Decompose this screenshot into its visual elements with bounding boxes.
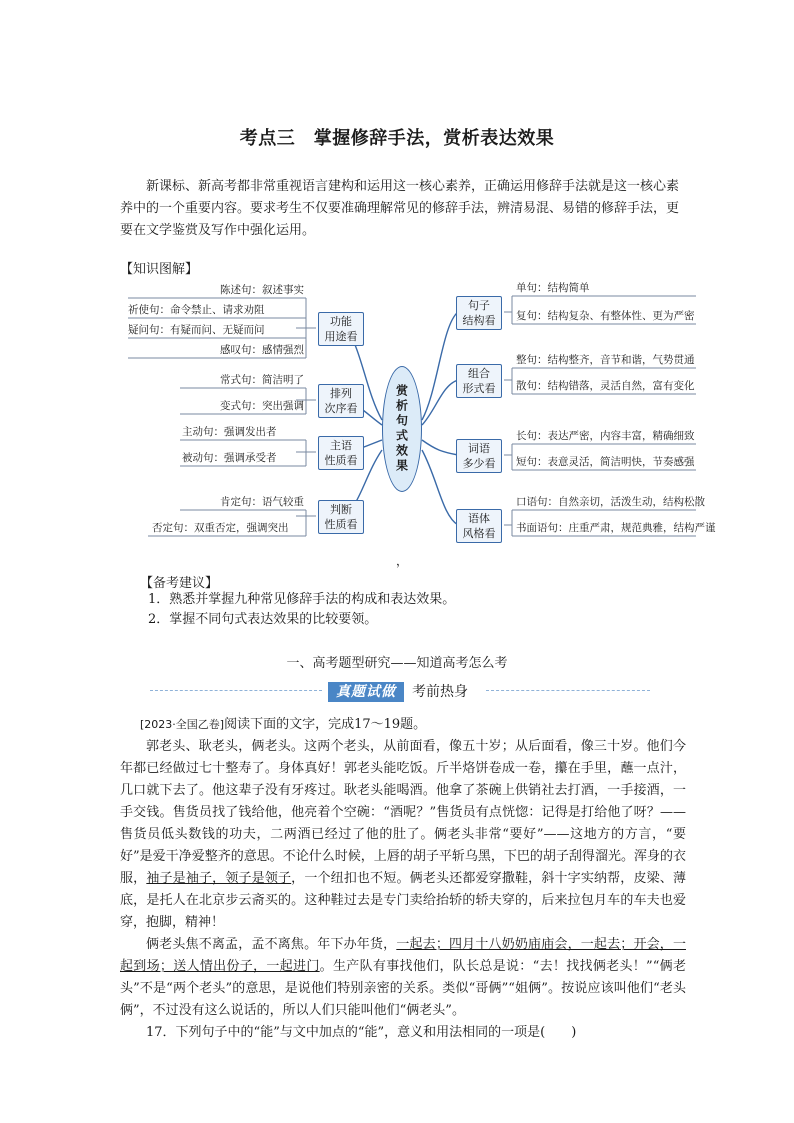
section-banner [150, 680, 650, 702]
knowledge-mind-map [120, 280, 716, 545]
underlined-text-2: 一起去；四月十八奶奶庙庙会，一起去；开会，一起到场；送人情出份子，一起进门 [120, 937, 686, 974]
hub-length: 词语 多少看 [456, 439, 502, 473]
leaf-long-sentence: 长句：表达严密，内容丰富，精确细致 [516, 430, 695, 442]
hub-judgement: 判断 性质看 [318, 500, 364, 534]
emphasis-char: 能 [260, 1025, 274, 1040]
hub-combination: 组合 形式看 [456, 364, 502, 398]
leaf-negative: 否定句：双重否定，强调突出 [152, 522, 289, 534]
banner-subtitle: 考前热身 [412, 684, 468, 700]
prep-item-1: 1．熟悉并掌握九种常见修辞手法的构成和表达效果。 [148, 592, 456, 607]
leaf-exclamatory: 感叹句：感情强烈 [220, 344, 304, 356]
leaf-active-voice: 主动句：强调发出者 [182, 426, 277, 438]
stray-mark: ， [396, 554, 409, 568]
banner-line-left [150, 690, 322, 691]
section-heading: 一、高考题型研究——知道高考怎么考 [286, 656, 508, 671]
reading-passage [120, 714, 686, 1044]
leaf-loose-sentence: 散句：结构错落，灵活自然，富有变化 [516, 380, 695, 392]
leaf-passive-voice: 被动句：强调承受者 [182, 452, 277, 464]
page-title: 考点三 掌握修辞手法，赏析表达效果 [239, 128, 555, 149]
intro-paragraph: 新课标、新高考都非常重视语言建构和运用这一核心素养，正确运用修辞手法就是这一核心素养中的一个重要内容。要求考生不仅要准确理解常见的修辞手法，辨清易混、易错的修辞手法，更要在文学鉴赏及写作中强化运用。 [120, 179, 680, 238]
hub-order: 排列 次序看 [318, 384, 364, 418]
leaf-declarative: 陈述句：叙述事实 [220, 284, 304, 296]
passage-source: [2023·全国乙卷] [140, 718, 225, 731]
branch-right-4 [422, 450, 458, 525]
branch-right-3 [422, 440, 458, 455]
leaf-written-sentence: 书面语句：庄重严肃，规范典雅，结构严谨 [516, 522, 716, 534]
prep-heading: 【备考建议】 [140, 576, 219, 591]
knowledge-map-heading: 【知识图解】 [120, 262, 199, 277]
passage-paragraph-2: 俩老头焦不离孟，孟不离焦。年下办年货，一起去；四月十八奶奶庙庙会，一起去；开会，一起到场；送人情出份子，一起进门。生产队有事找他们，队长总是说：“去！找找俩老头！”“俩老头”不是“两个老头”的意思，是说他们特别亲密的关系。类似“哥俩”“姐俩”。按说应该叫他们“老头俩”，不过没有这么说话的，所以人们只能叫他们“俩老头”。 [120, 937, 686, 1018]
leaf-short-sentence: 短句：表意灵活，简洁明快，节奏感强 [516, 456, 695, 468]
leaf-complex-sentence: 复句：结构复杂、有整体性、更为严密 [516, 310, 695, 322]
leaf-simple-sentence: 单句：结构简单 [516, 282, 590, 294]
leaf-parallel-sentence: 整句：结构整齐，音节和谐，气势贯通 [516, 354, 695, 366]
hub-subject: 主语 性质看 [318, 436, 364, 470]
prep-item-2: 2．掌握不同句式表达效果的比较要领。 [148, 612, 378, 627]
leaf-colloquial-sentence: 口语句：自然亲切，活泼生动，结构松散 [516, 496, 705, 508]
leaf-interrogative: 疑问句：有疑而问、无疑而问 [128, 324, 265, 336]
hub-style: 语体 风格看 [456, 509, 502, 543]
hub-structure: 句子 结构看 [456, 296, 502, 330]
passage-lead: [2023·全国乙卷]阅读下面的文字，完成17～19题。 [140, 717, 427, 732]
mind-map-center: 赏析句式效果 [382, 366, 422, 492]
branch-right-2 [422, 380, 458, 425]
passage-paragraph-1: 郭老头、耿老头，俩老头。这两个老头，从前面看，像五十岁；从后面看，像三十岁。他们今年都已经做过七十整寿了。身体真好！郭老头能吃饭。斤半烙饼卷成一卷，攥在手里，蘸一点汁，几口就下去了。他这辈子没有牙疼过。耿老头能喝酒。他拿了茶碗上供销社去打酒，一手接酒，一手交钱。售货员找了钱给他，他亮着个空碗：“酒呢？”售货员有点恍惚：记得是打给他了呀？——售货员低头数钱的功夫，二两酒已经过了他的肚了。俩老头非常“要好”——这地方的方言，“要好”是爱干净爱整齐的意思。不论什么时候，上唇的胡子平斩乌黑，下巴的胡子刮得溜光。浑身的衣服，袖子是袖子，领子是领子，一个纽扣也不短。俩老头还都爱穿撒鞋，斜十字实纳帮，皮梁、薄底，是托人在北京步云斋买的。这种鞋过去是专门卖给抬轿的轿夫穿的，后来拉包月车的车夫也爱穿，抱脚，精神！ [120, 739, 686, 930]
question-17: 17．下列句子中的“能”与文中加点的“能”，意义和用法相同的一项是( ) [146, 1025, 577, 1040]
hub-function: 功能 用途看 [318, 312, 364, 346]
leaf-imperative: 祈使句：命令禁止、请求劝阻 [128, 304, 265, 316]
leaf-affirmative: 肯定句：语气较重 [220, 496, 304, 508]
leaf-normal-order: 常式句：简洁明了 [220, 374, 304, 386]
branch-right-1 [422, 312, 458, 420]
banner-line-right [486, 690, 650, 691]
underlined-text-1: 袖子是袖子，领子是领子 [146, 871, 292, 886]
leaf-inverted-order: 变式句：突出强调 [220, 400, 304, 412]
banner-tag: 真题试做 [328, 682, 404, 702]
